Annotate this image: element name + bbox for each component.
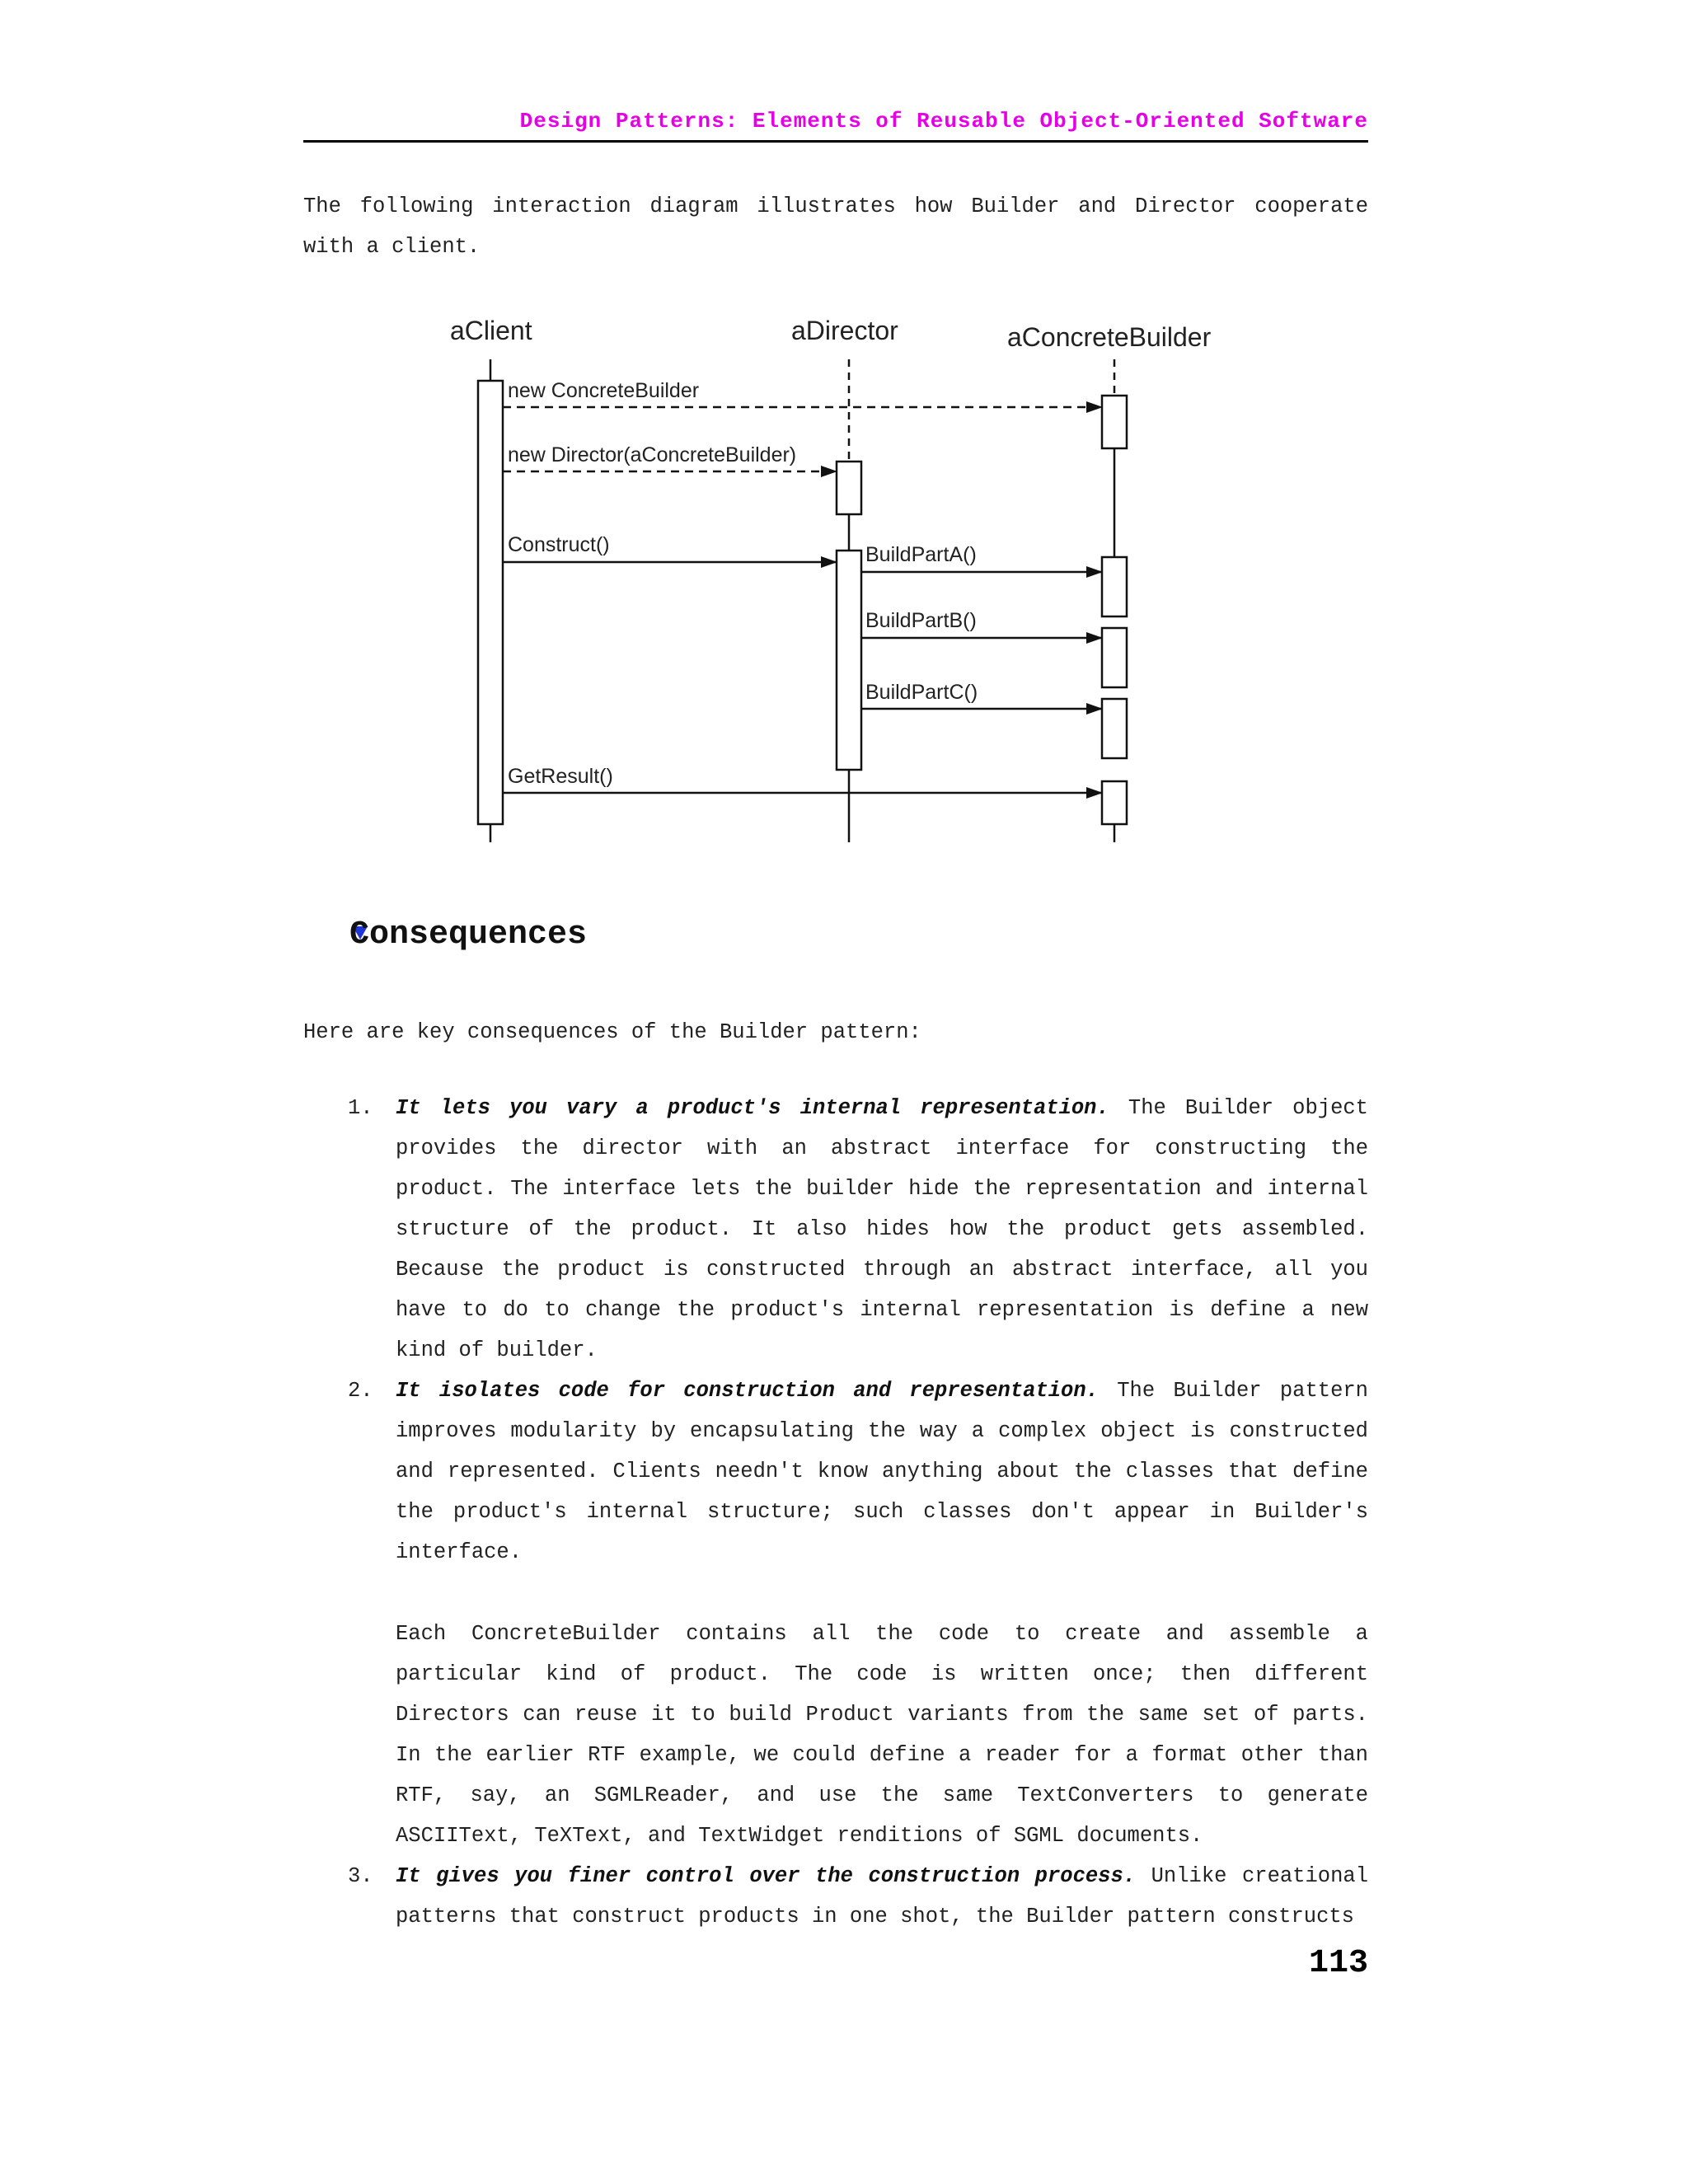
list-item-continuation: Each ConcreteBuilder contains all the code to create and assemble a particular kind of product. The code is written once; then different Directors can reuse it to build Product variants from the same set of parts. In the earlier RTF example, we could define a reader for a format other than RTF, say, an SGMLReader, and use the same TextConverters to generate ASCIIText, TeXText, and TextWidget renditions of SGML documents. bbox=[396, 1622, 1368, 1848]
activation-abuilder-result bbox=[1102, 781, 1127, 824]
message-build-b-label: BuildPartB() bbox=[865, 609, 977, 632]
activation-abuilder-create bbox=[1102, 396, 1127, 448]
section-title: Consequences bbox=[349, 916, 588, 954]
list-item-lead: It isolates code for construction and representation. bbox=[396, 1379, 1099, 1403]
list-item-lead: It gives you finer control over the construction process. bbox=[396, 1864, 1137, 1888]
list-item-number: 1. bbox=[348, 1096, 373, 1120]
intro-paragraph: The following interaction diagram illustrates how Builder and Director cooperate with a client. bbox=[303, 194, 1368, 259]
message-construct-label: Construct() bbox=[508, 533, 610, 556]
object-aconcretebuilder: aConcreteBuilder bbox=[1007, 322, 1212, 352]
object-aclient: aClient bbox=[450, 316, 532, 345]
activation-abuilder-partc bbox=[1102, 699, 1127, 758]
list-item-number: 2. bbox=[348, 1379, 373, 1403]
activation-aclient bbox=[478, 381, 503, 824]
message-new-director-label: new Director(aConcreteBuilder) bbox=[508, 443, 797, 466]
list-item-text: Unlike creational patterns that construct products in one shot, the Builder pattern constructs bbox=[396, 1864, 1368, 1929]
running-head: Design Patterns: Elements of Reusable Object-Oriented Software bbox=[519, 109, 1368, 134]
list-item-number: 3. bbox=[348, 1864, 373, 1888]
list-item bbox=[396, 1371, 1368, 1572]
summary-paragraph: Here are key consequences of the Builder pattern: bbox=[303, 1020, 921, 1044]
page-number: 113 bbox=[1308, 1945, 1368, 1982]
list-item bbox=[396, 1088, 1368, 1371]
interaction-diagram bbox=[0, 0, 1688, 874]
message-new-builder-label: new ConcreteBuilder bbox=[508, 379, 700, 402]
activation-abuilder-partb bbox=[1102, 628, 1127, 687]
list-item-text: The Builder pattern improves modularity by encapsulating the way a complex object is constructed and represented. Clients needn't know anything about the classes that define the product's internal structure; such classes don't appear in Builder's interface. bbox=[396, 1379, 1368, 1564]
message-build-c-label: BuildPartC() bbox=[865, 681, 978, 704]
list-item bbox=[396, 1856, 1368, 1937]
object-adirector: aDirector bbox=[791, 316, 898, 345]
activation-adirector-create bbox=[837, 462, 861, 514]
list-item-lead: It lets you vary a product's internal representation. bbox=[396, 1096, 1109, 1120]
message-build-a-label: BuildPartA() bbox=[865, 543, 977, 566]
activation-adirector-construct bbox=[837, 551, 861, 770]
message-get-result-label: GetResult() bbox=[508, 765, 613, 788]
list-item-text: The Builder object provides the director with an abstract interface for constructing the product. The interface lets the builder hide the representation and internal structure of the product. It also hides how the product gets assembled. Because the product is constructed through an abstract interface, all you have to do to change the product's internal representation is define a new kind of builder. bbox=[396, 1096, 1368, 1362]
activation-abuilder-parta bbox=[1102, 557, 1127, 616]
